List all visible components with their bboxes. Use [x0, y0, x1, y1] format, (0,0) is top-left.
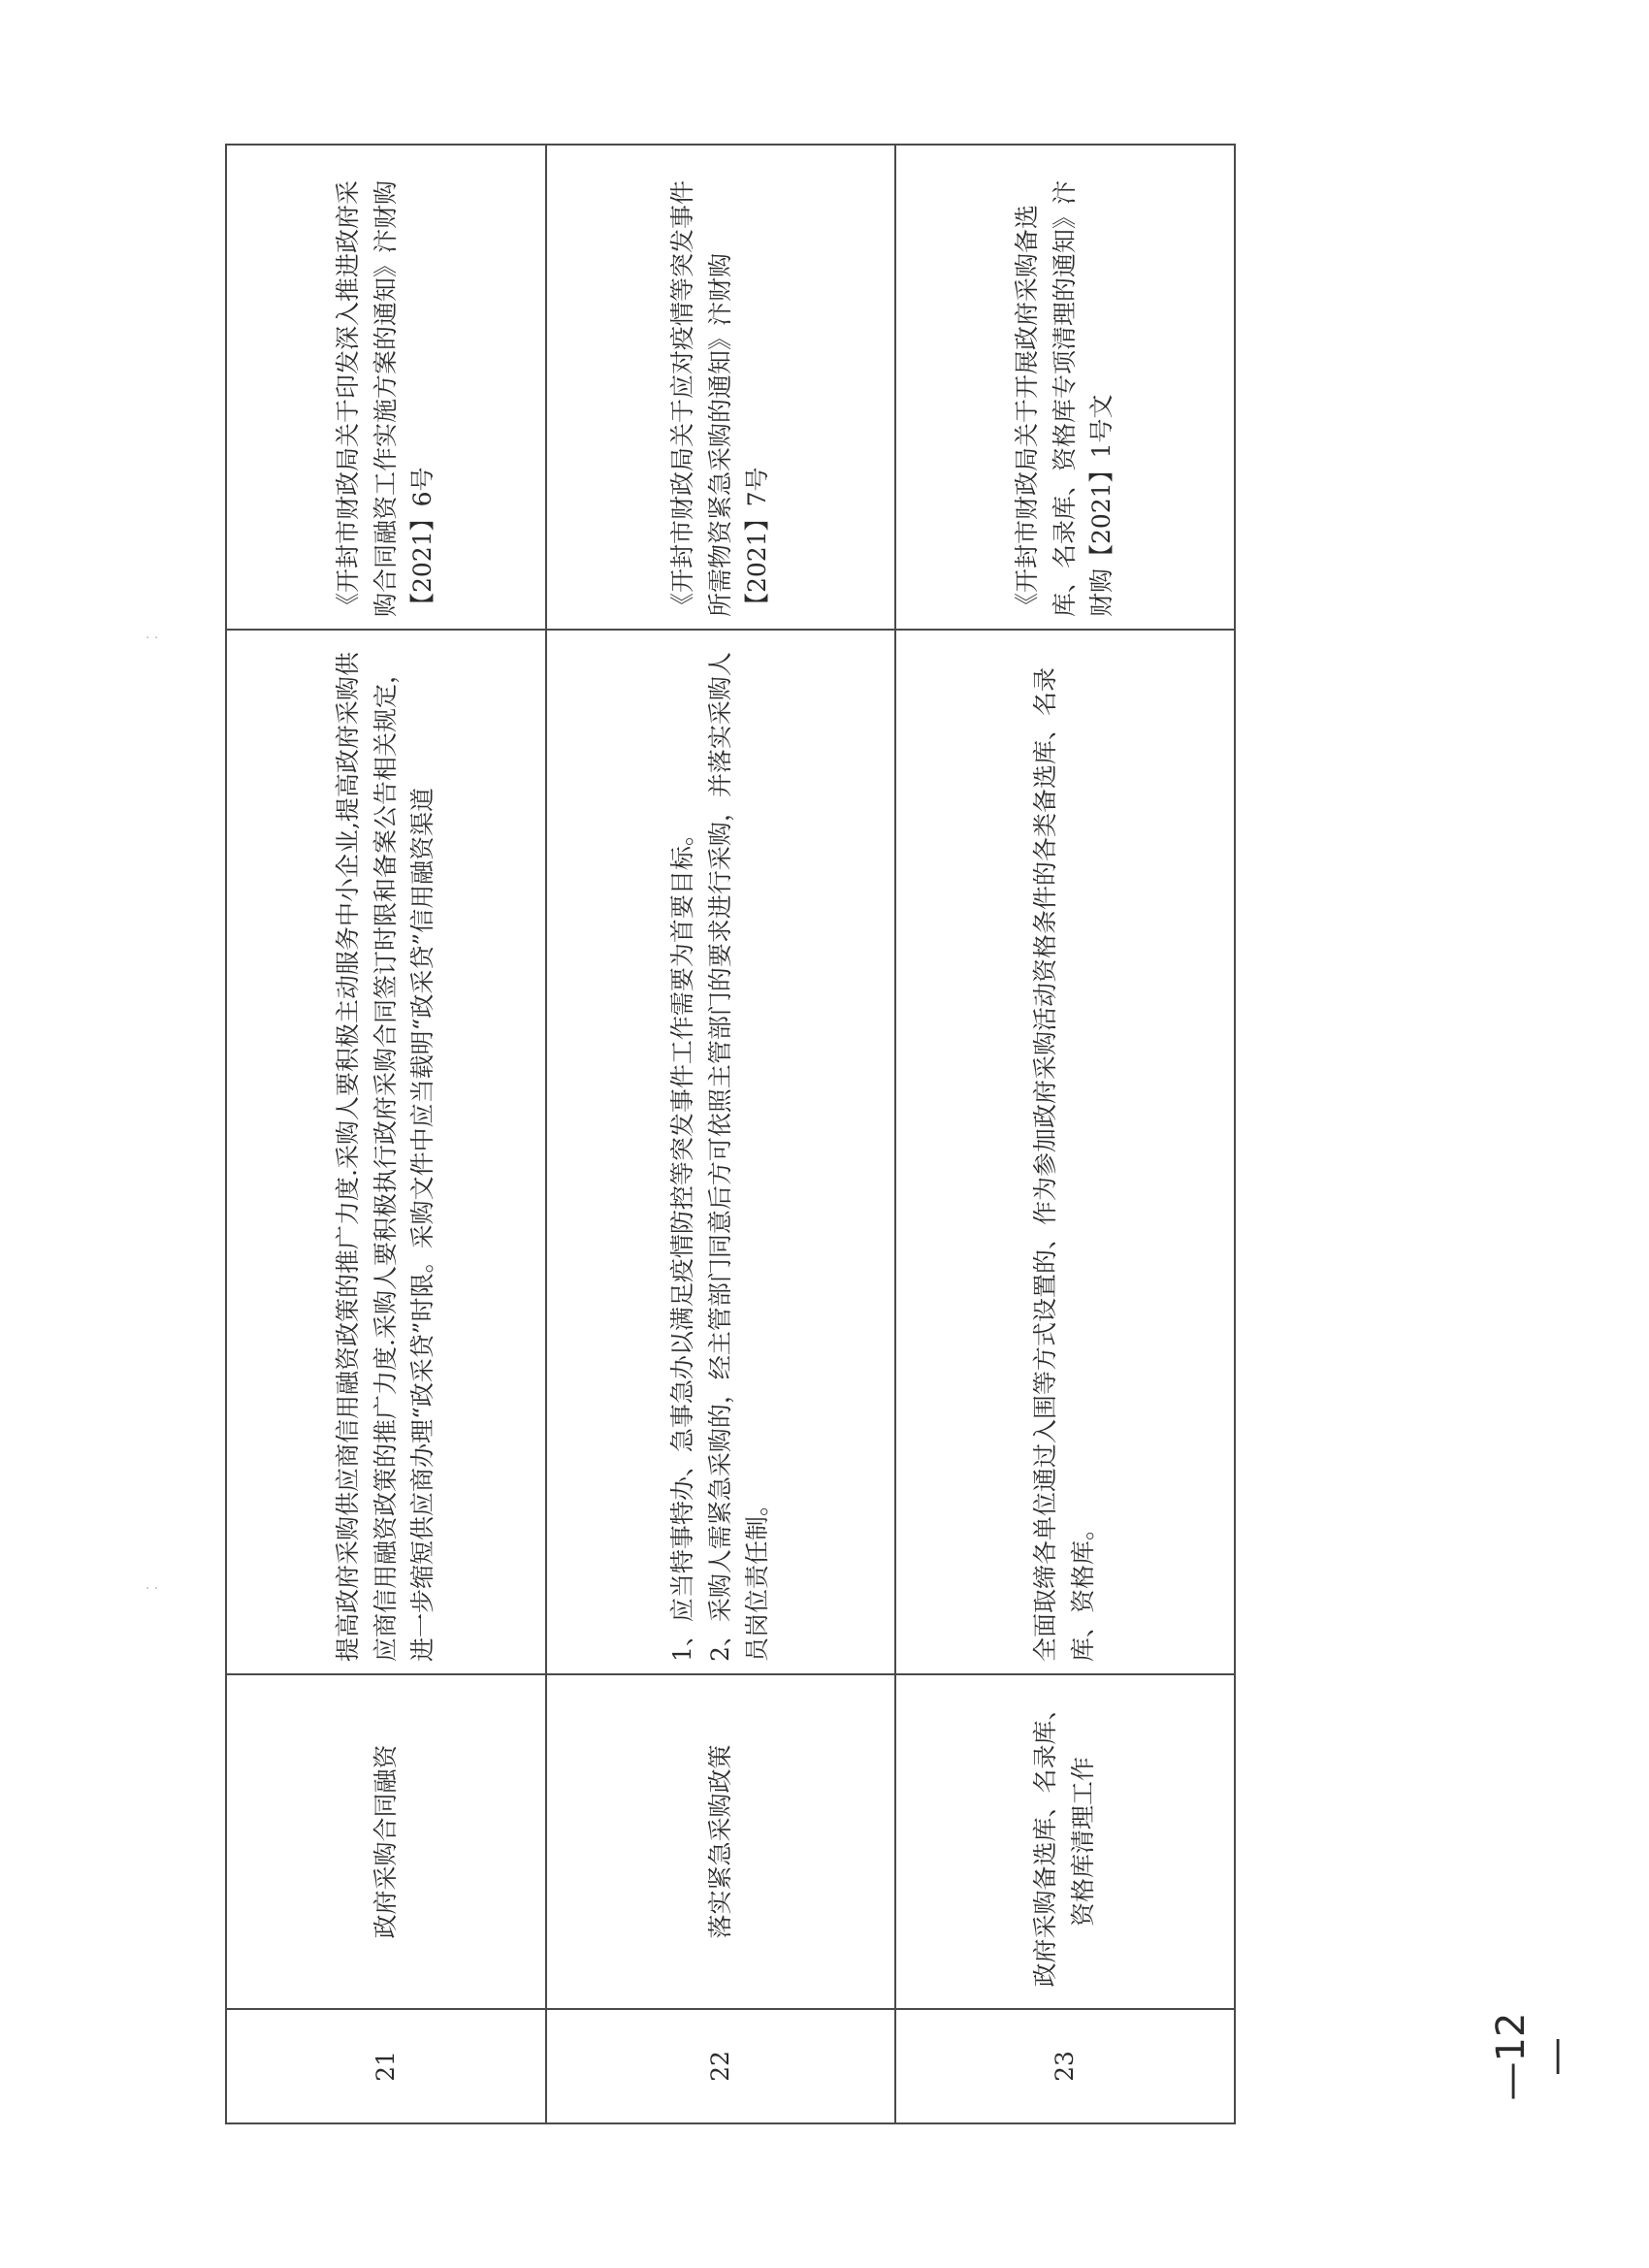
- policy-basis: 《开封市财政局关于开展政府采购备选库、名录库、资格库专项清理的通知》汴财购【2021】1号文: [895, 145, 1235, 630]
- scan-mark: · ·: [146, 631, 159, 646]
- row-number: 21: [226, 2009, 546, 2123]
- item-content: [546, 630, 895, 1674]
- page-number: —12—: [1489, 2012, 1578, 2101]
- table-row: [226, 145, 546, 2123]
- item-name: 落实紧急采购政策: [546, 1674, 895, 2009]
- item-name: 政府采购备选库、名录库、资格库清理工作: [895, 1674, 1235, 2009]
- item-content: [895, 630, 1235, 1674]
- content-line: 2、采购人需紧急采购的，经主管部门同意后方可依照主管部门的要求进行采购，并落实采购人员岗位责任制。: [705, 652, 772, 1662]
- policy-basis: 《开封市财政局关于应对疫情等突发事件所需物资紧急采购的通知》汴财购【2021】7号: [546, 145, 895, 630]
- item-content: [226, 630, 546, 1674]
- item-name: 政府采购合同融资: [226, 1674, 546, 2009]
- policy-table: [225, 144, 1236, 2124]
- scan-mark: · ·: [146, 1581, 159, 1597]
- rotated-table-sheet: [225, 146, 1234, 2124]
- policy-basis: 《开封市财政局关于印发深入推进政府采购合同融资工作实施方案的通知》汴财购【2021】6号: [226, 145, 546, 630]
- content-line: 提高政府采购供应商信用融资政策的推广力度.采购人要积极主动服务中小企业,提高政府采购供应商信用融资政策的推广力度.采购人要积极执行政府采购合同签订时限和备案公告相关规定，进一步缩短供应商办理“政采贷”时限。采购文件中应当载明“政采贷”信用融资渠道: [333, 652, 437, 1662]
- row-number: 23: [895, 2009, 1235, 2123]
- table-row: [895, 145, 1235, 2123]
- row-number: 22: [546, 2009, 895, 2123]
- content-line: 全面取缔各单位通过入围等方式设置的、作为参加政府采购活动资格条件的各类备选库、名录库、资格库。: [1031, 666, 1097, 1662]
- table-row: [546, 145, 895, 2123]
- content-line: 1、应当特事特办、急事急办以满足疫情防控等突发事件工作需要为首要目标。: [667, 822, 696, 1662]
